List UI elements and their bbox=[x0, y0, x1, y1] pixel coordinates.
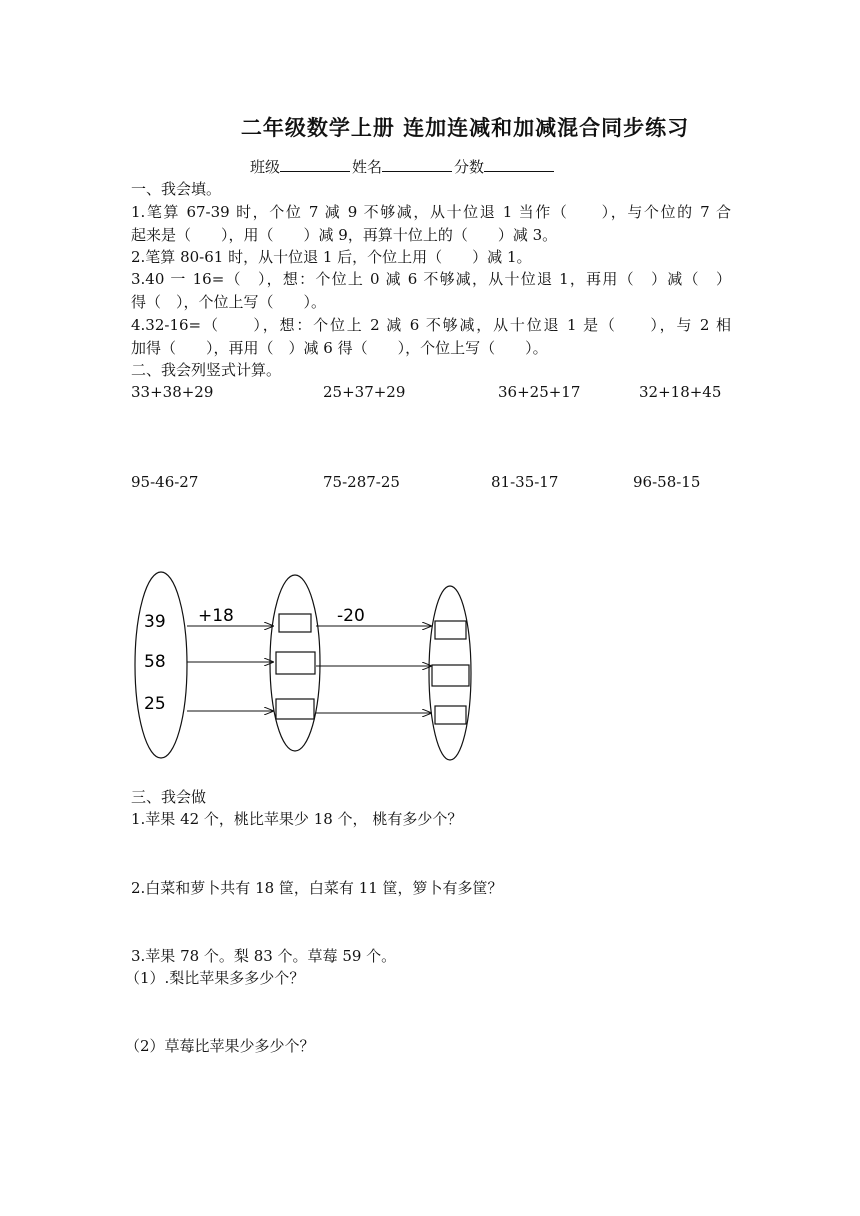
page-title: 二年级数学上册 连加连减和加减混合同步练习 bbox=[240, 116, 690, 140]
calc-7: 81-35-17 bbox=[491, 473, 559, 491]
section1-heading: 一、我会填。 bbox=[131, 180, 222, 198]
word-problem-1: 1.苹果 42 个，桃比苹果少 18 个， 桃有多少个？ bbox=[131, 810, 463, 828]
word-problem-3: 3.苹果 78 个。梨 83 个。草莓 59 个。 bbox=[131, 947, 397, 965]
answer-box[interactable] bbox=[432, 665, 469, 686]
answer-box[interactable] bbox=[435, 706, 466, 724]
word-problem-2: 2.白菜和萝卜共有 18 筐，白菜有 11 筐，箩卜有多筐？ bbox=[131, 879, 503, 897]
q1-line1: 1.笔算 67-39 时，个位 7 减 9 不够减，从十位退 1 当作（ ），与个位的 7 合 bbox=[131, 203, 731, 221]
operation-diagram bbox=[0, 560, 860, 780]
word-problem-3-part1: （1）.梨比苹果多多少个？ bbox=[125, 969, 305, 987]
calc-4: 32+18+45 bbox=[639, 383, 722, 401]
name-label: 姓名 bbox=[352, 158, 383, 176]
input-2: 58 bbox=[144, 652, 166, 672]
name-blank[interactable] bbox=[382, 157, 452, 172]
section2-heading: 二、我会列竖式计算。 bbox=[131, 361, 282, 379]
input-1: 39 bbox=[144, 612, 166, 632]
q4-line1: 4.32-16=（ ），想：个位上 2 减 6 不够减，从十位退 1 是（ ），与 2 相 bbox=[131, 316, 731, 334]
word-problem-3-part2: （2）草莓比苹果少多少个？ bbox=[125, 1037, 315, 1055]
calc-5: 95-46-27 bbox=[131, 473, 199, 491]
section3-heading: 三、我会做 bbox=[131, 788, 207, 806]
answer-box[interactable] bbox=[279, 614, 311, 632]
calc-8: 96-58-15 bbox=[633, 473, 701, 491]
class-label: 班级 bbox=[250, 158, 281, 176]
calc-6: 75-287-25 bbox=[323, 473, 400, 491]
q4-line2: 加得（ ），再用（ ）减 6 得（ ），个位上写（ ）。 bbox=[131, 339, 548, 357]
input-3: 25 bbox=[144, 694, 166, 714]
class-blank[interactable] bbox=[280, 157, 350, 172]
q3-line2: 得（ ），个位上写（ ）。 bbox=[131, 293, 327, 311]
operation-add-label: +18 bbox=[198, 606, 234, 626]
score-label: 分数 bbox=[454, 158, 485, 176]
calc-3: 36+25+17 bbox=[498, 383, 581, 401]
student-info-line bbox=[250, 156, 556, 177]
calc-1: 33+38+29 bbox=[131, 383, 214, 401]
answer-box[interactable] bbox=[435, 621, 466, 639]
answer-box[interactable] bbox=[276, 652, 315, 674]
score-blank[interactable] bbox=[484, 157, 554, 172]
calc-2: 25+37+29 bbox=[323, 383, 406, 401]
q3-line1: 3.40 一 16=（ ），想：个位上 0 减 6 不够减，从十位退 1，再用（ ）减（ ） bbox=[131, 270, 731, 288]
q2-text: 2.笔算 80-61 时，从十位退 1 后，个位上用（ ）减 1。 bbox=[131, 248, 532, 266]
q1-line2: 起来是（ ），用（ ）减 9，再算十位上的（ ）减 3。 bbox=[131, 226, 558, 244]
operation-subtract-label: -20 bbox=[337, 606, 365, 626]
answer-box[interactable] bbox=[276, 699, 314, 719]
